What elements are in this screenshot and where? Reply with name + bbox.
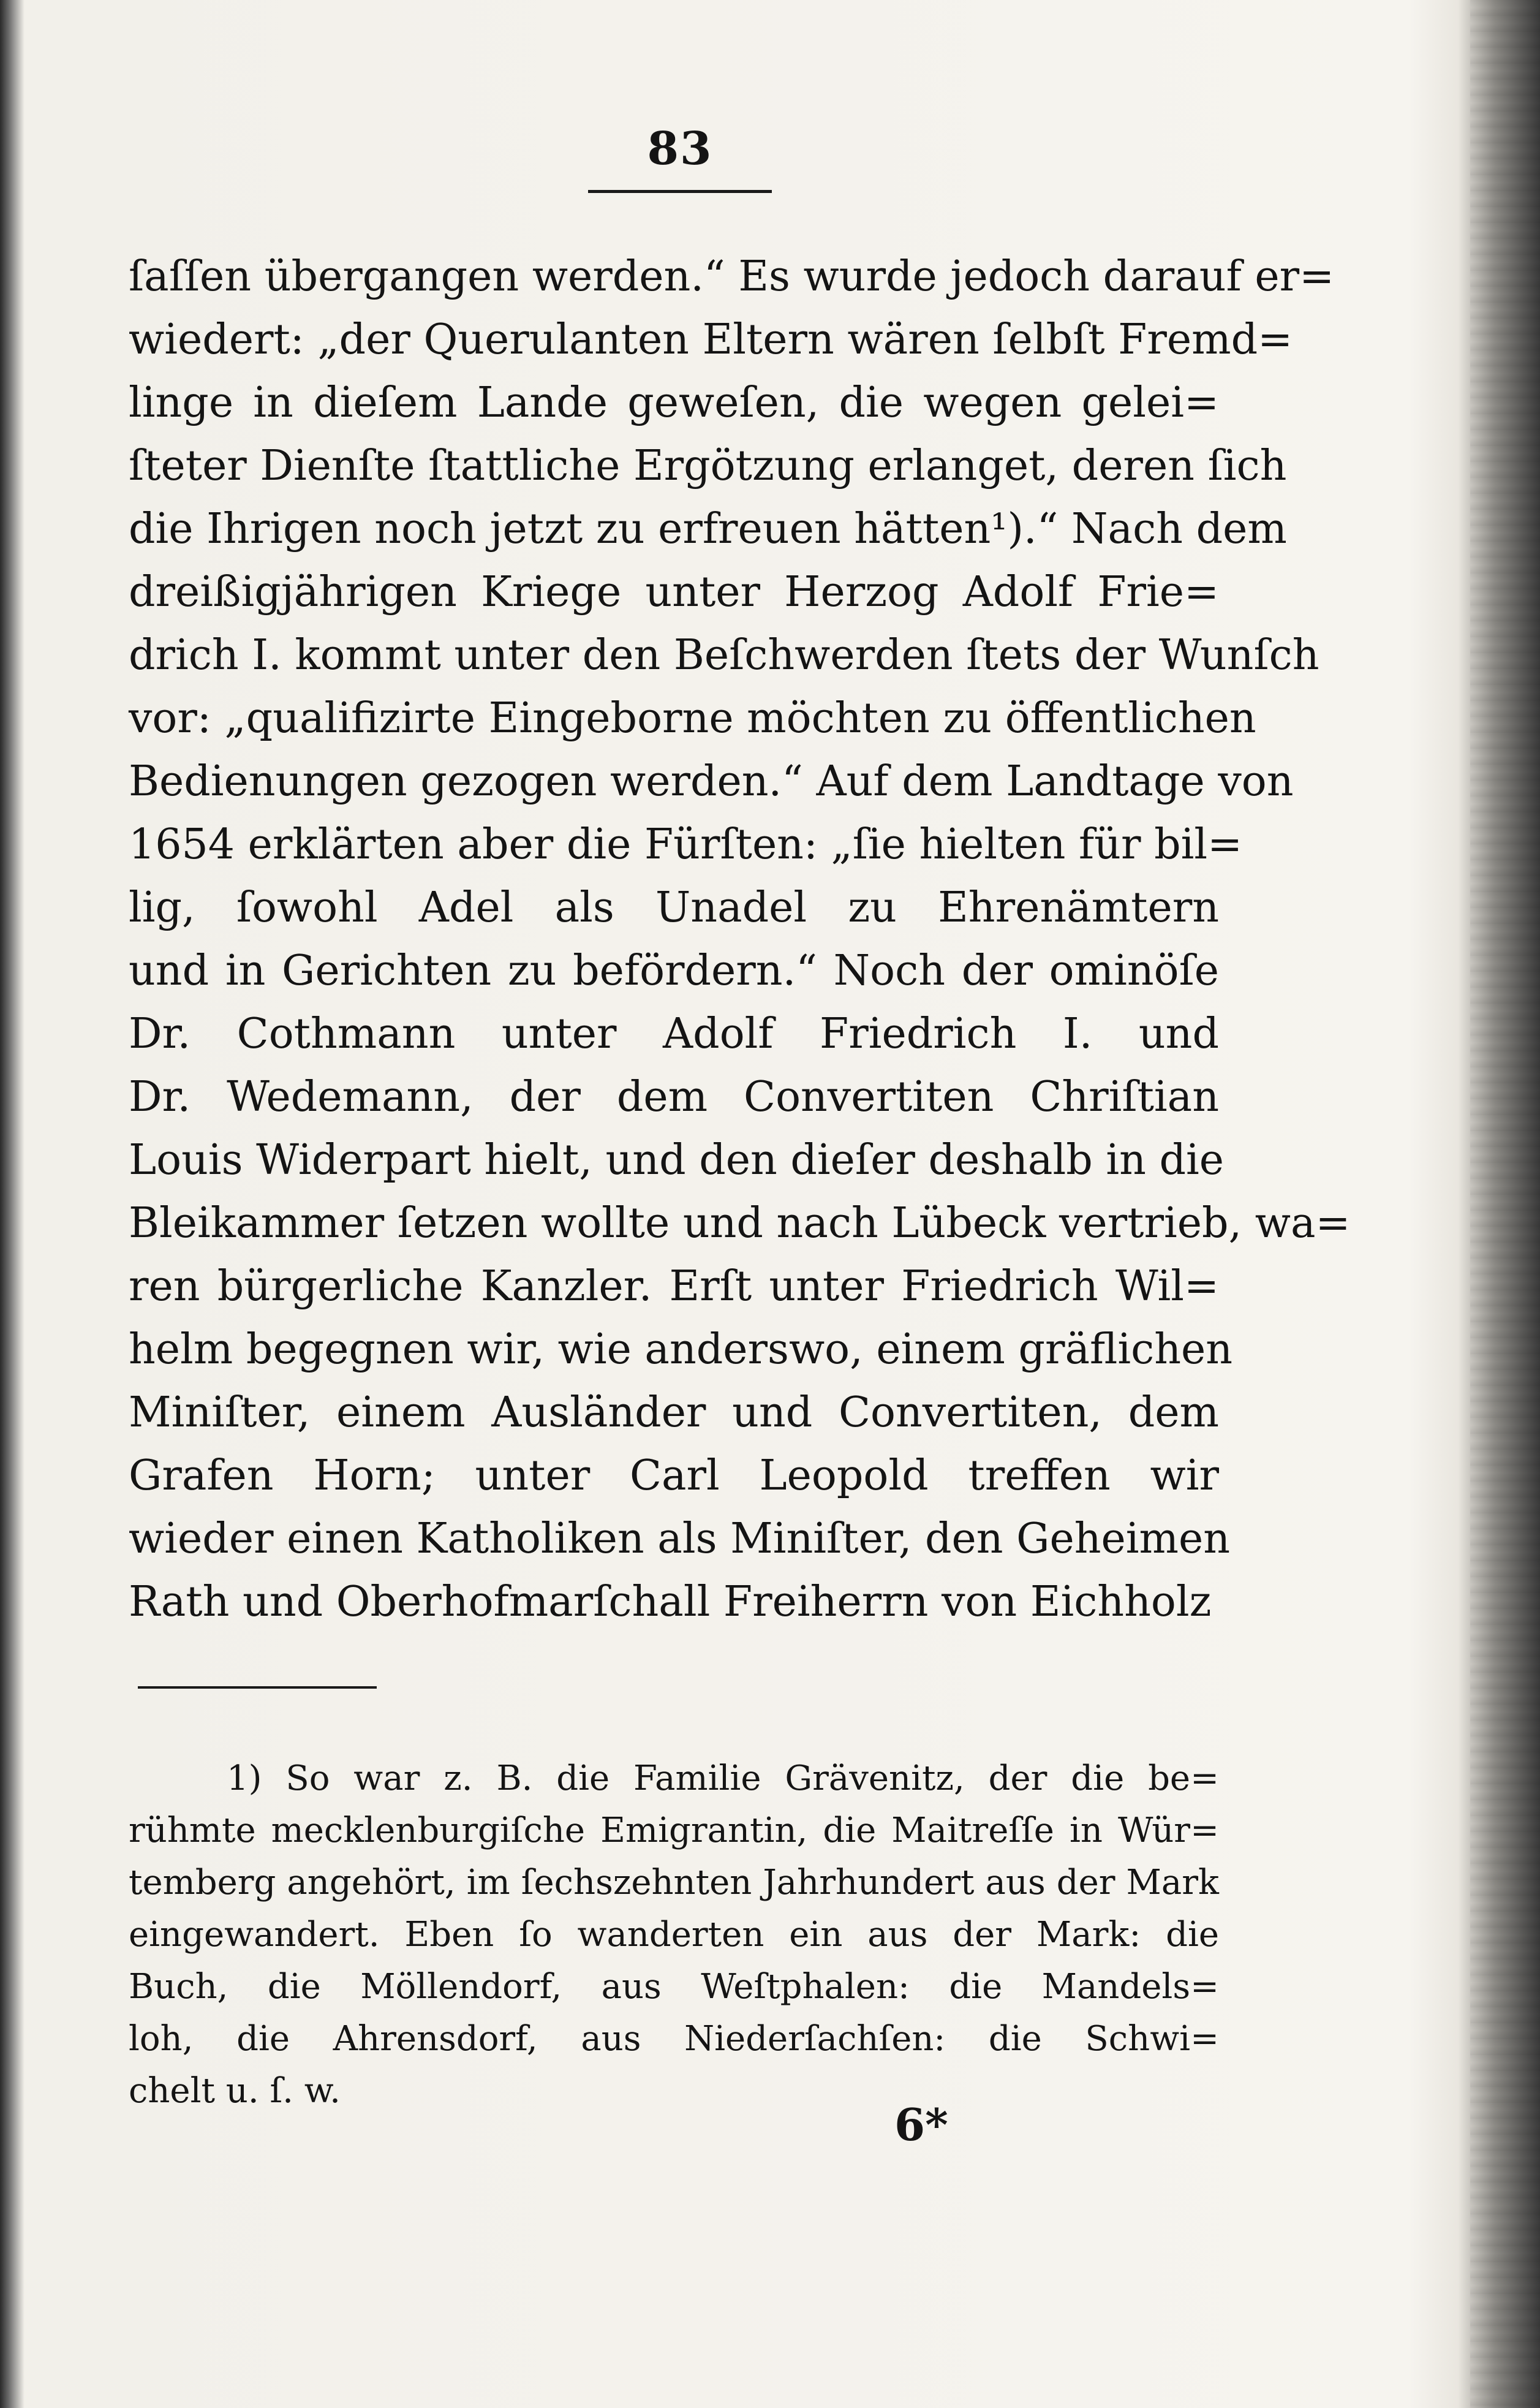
footnote-rule (138, 1686, 377, 1689)
text-line: wiedert: „der Querulanten Eltern wären ſelbſt Fremd= (129, 316, 1293, 364)
printer-signature: 6* (894, 2099, 948, 2151)
text-line: Rath und Oberhofmarſchall Freiherrn von Eichholz (129, 1578, 1212, 1626)
text-line: linge in dieſem Lande geweſen, die wegen gelei= (129, 379, 1219, 427)
footnote-line: eingewandert. Eben ſo wanderten ein aus der Mark: die (129, 1915, 1219, 1955)
footnote-line: temberg angehört, im ſechszehnten Jahrhundert aus der Mark (129, 1863, 1219, 1903)
text-line: Louis Widerpart hielt, und den dieſer deshalb in die (129, 1136, 1225, 1184)
header-rule (588, 190, 772, 193)
text-line: Dr. Wedemann, der dem Convertiten Chriſtian (129, 1073, 1219, 1121)
text-line: Grafen Horn; unter Carl Leopold treffen wir (129, 1452, 1219, 1500)
text-line: dreißigjährigen Kriege unter Herzog Adolf Frie= (129, 568, 1219, 616)
text-line: und in Gerichten zu befördern.“ Noch der ominöſe (129, 947, 1219, 995)
text-line: vor: „qualifizirte Eingeborne möchten zu öffentlichen (129, 694, 1256, 743)
text-line: Dr. Cothmann unter Adolf Friedrich I. und (129, 1010, 1219, 1058)
footnote-line: Buch, die Möllendorf, aus Weſtphalen: die Mandels= (129, 1967, 1219, 2007)
footnote-line: rühmte mecklenburgiſche Emigrantin, die Maitreſſe in Wür= (129, 1811, 1219, 1850)
text-line: wieder einen Katholiken als Miniſter, den Geheimen (129, 1515, 1231, 1563)
text-line: helm begegnen wir, wie anderswo, einem gräflichen (129, 1325, 1233, 1374)
page-edge-shadow (1470, 0, 1540, 2408)
text-line: ſteter Dienſte ſtattliche Ergötzung erlanget, deren ſich (129, 442, 1287, 490)
text-line: lig, ſowohl Adel als Unadel zu Ehrenämtern (129, 884, 1219, 932)
page-number: 83 (647, 123, 713, 175)
footnote-line: loh, die Ahrensdorf, aus Niederſachſen: die Schwi= (129, 2019, 1219, 2059)
text-line: drich I. kommt unter den Beſchwerden ſtets der Wunſch (129, 631, 1319, 680)
footnote-line: 1) So war z. B. die Familie Grävenitz, der die be= (227, 1759, 1219, 1798)
text-line: ren bürgerliche Kanzler. Erſt unter Friedrich Wil= (129, 1262, 1219, 1311)
main-text (129, 245, 1351, 1634)
footnote (129, 1752, 1219, 2117)
text-line: Bleikammer ſetzen wollte und nach Lübeck vertrieb, wa= (129, 1199, 1351, 1248)
text-line: die Ihrigen noch jetzt zu erfreuen hätten¹).“ Nach dem (129, 505, 1287, 553)
text-line: 1654 erklärten aber die Fürſten: „ſie hielten für bil= (129, 820, 1243, 869)
text-line: Miniſter, einem Ausländer und Convertiten, dem (129, 1388, 1219, 1437)
text-line: Bedienungen gezogen werden.“ Auf dem Landtage von (129, 757, 1294, 806)
text-line: ſaſſen übergangen werden.“ Es wurde jedoch darauf er= (129, 252, 1335, 301)
footnote-line: chelt u. ſ. w. (129, 2071, 341, 2111)
